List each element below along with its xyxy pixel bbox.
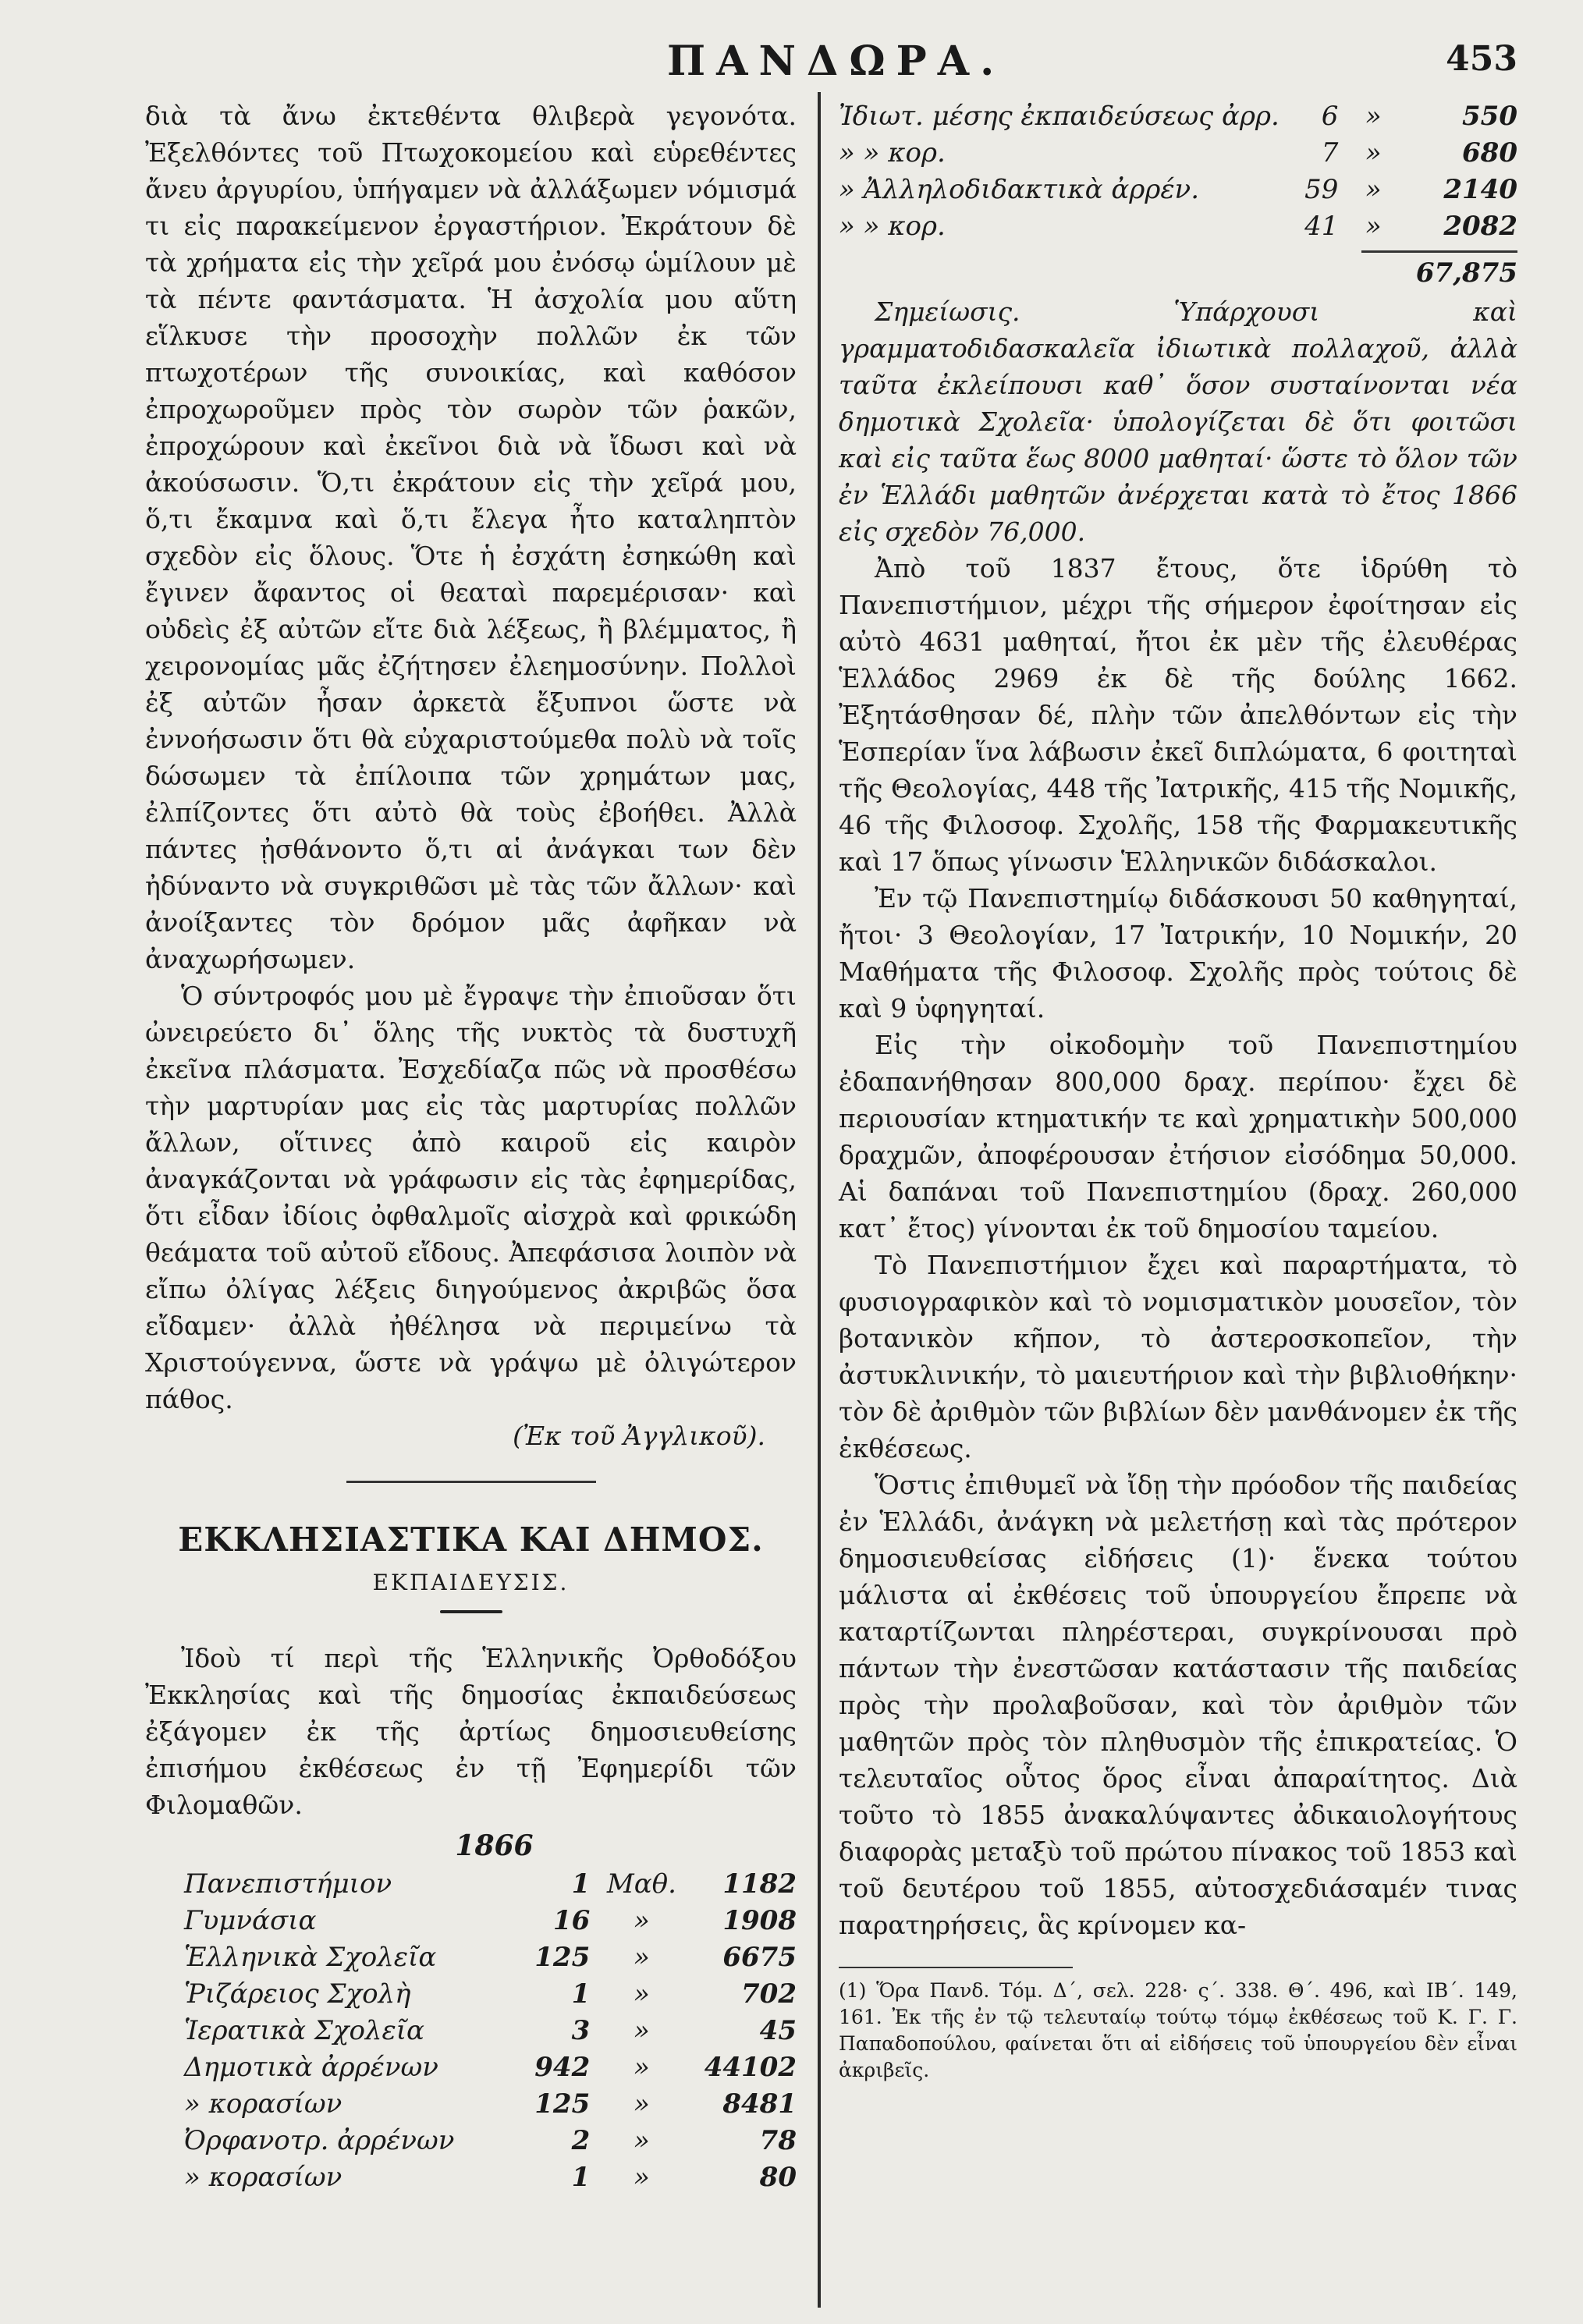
student-count: 6675 bbox=[722, 1941, 797, 1973]
student-count: 44102 bbox=[704, 2051, 797, 2083]
ornament-divider bbox=[145, 1603, 797, 1618]
table-row bbox=[839, 98, 1517, 134]
table-row bbox=[145, 1975, 797, 2012]
school-count: 125 bbox=[534, 1941, 591, 1973]
unit-label: » bbox=[1365, 100, 1382, 132]
table-row bbox=[145, 2085, 797, 2122]
school-type: » κορασίων bbox=[184, 2161, 343, 2193]
school-type: » » κορ. bbox=[839, 210, 946, 242]
school-count: 3 bbox=[571, 2014, 591, 2046]
school-type: Δημοτικὰ ἀρρένων bbox=[184, 2051, 438, 2083]
unit-label: » bbox=[1365, 137, 1382, 169]
section-divider bbox=[346, 1481, 596, 1483]
school-count: 6 bbox=[1321, 100, 1339, 132]
school-type: » Ἀλληλοδιδακτικὰ ἀρρέν. bbox=[839, 173, 1200, 205]
right-paragraph-1: Ἀπὸ τοῦ 1837 ἔτους, ὅτε ἱδρύθη τὸ Πανεπιστήμιον, μέχρι τῆς σήμερον ἐφοίτησαν εἰς αὐτὸ 4631 μαθηταί, ἤτοι ἐκ μὲν τῆς ἐλευθέρας Ἑλλάδος 2969 ἐκ δὲ τῆς δούλης 1662. Ἐξητάσθησαν δέ, πλὴν τῶν ἀπελθόντων εἰς τὴν Ἑσπερίαν ἵνα λάβωσιν ἐκεῖ διπλώματα, 6 φοιτηταὶ τῆς Θεολογίας, 448 τῆς Ἰατρικῆς, 415 τῆς Νομικῆς, 46 τῆς Φιλοσοφ. Σχολῆς, 158 τῆς Φαρμακευτικῆς καὶ 17 ὅπως γίνωσιν Ἑλληνικῶν διδάσκαλοι. bbox=[839, 553, 1517, 877]
student-count: 2082 bbox=[1443, 210, 1517, 242]
school-type: Ῥιζάρειος Σχολὴ bbox=[184, 1978, 411, 2010]
school-type: » κορασίων bbox=[184, 2088, 343, 2120]
table-row bbox=[839, 208, 1517, 244]
student-count: 78 bbox=[759, 2124, 797, 2156]
table-year: 1866 bbox=[455, 1829, 534, 1862]
student-count: 1908 bbox=[722, 1904, 797, 1936]
footnote-rule bbox=[839, 1967, 1073, 1968]
unit-label: » bbox=[634, 2051, 650, 2083]
right-paragraph-4: Τὸ Πανεπιστήμιον ἔχει καὶ παραρτήματα, τὸ φυσιογραφικὸν καὶ τὸ νομισματικὸν μουσεῖον, τὸν βοτανικὸν κῆπον, τὸ ἀστεροσκοπεῖον, τὴν ἀστυκλινικήν, τὸ μαιευτήριον καὶ τὴν βιβλιοθήκην· τὸν δὲ ἀριθμὸν τῶν βιβλίων δὲν μανθάνομεν ἐκ τῆς ἐκθέσεως. bbox=[839, 1250, 1517, 1464]
page-number: 453 bbox=[1446, 39, 1517, 79]
left-column bbox=[145, 98, 797, 2195]
table-row bbox=[145, 2122, 797, 2159]
school-count: 41 bbox=[1304, 210, 1339, 242]
table-row bbox=[145, 2012, 797, 2049]
school-count: 1 bbox=[571, 2161, 591, 2193]
unit-label: » bbox=[634, 2014, 650, 2046]
school-count: 7 bbox=[1321, 137, 1339, 169]
unit-label: » bbox=[634, 1904, 650, 1936]
schools-table bbox=[145, 1865, 797, 2195]
table-row bbox=[145, 1865, 797, 1902]
unit-label: Μαθ. bbox=[606, 1868, 676, 1900]
school-count: 16 bbox=[552, 1904, 591, 1936]
right-column bbox=[839, 98, 1517, 2084]
total-students: 67,875 bbox=[1415, 257, 1517, 289]
unit-label: » bbox=[634, 2161, 650, 2193]
unit-label: » bbox=[1365, 173, 1382, 205]
school-type: Ἱερατικὰ Σχολεῖα bbox=[184, 2014, 425, 2046]
schools-table-continued bbox=[839, 98, 1517, 244]
table-row bbox=[145, 2049, 797, 2085]
school-count: 942 bbox=[534, 2051, 591, 2083]
table-row bbox=[145, 1939, 797, 1975]
school-type: Ἰδιωτ. μέσης ἐκπαιδεύσεως ἀρρ. bbox=[839, 100, 1280, 132]
left-paragraph-1: διὰ τὰ ἄνω ἐκτεθέντα θλιβερὰ γεγονότα. Ἐξελθόντες τοῦ Πτωχοκομείου καὶ εὑρεθέντες ἄνευ ἀργυρίου, ὑπήγαμεν νὰ ἀλλάξωμεν νόμισμά τι εἰς παρακείμενον ἐργαστήριον. Ἐκράτουν δὲ τὰ χρήματα εἰς τὴν χεῖρά μου ἐνόσῳ ὡμίλουν μὲ τὰ πέντε φαντάσματα. Ἡ ἀσχολία μου αὕτη εἵλκυσε τὴν προσοχὴν πολλῶν ἐκ τῶν πτωχοτέρων τῆς συνοικίας, καὶ καθόσον ἐπροχωροῦμεν πρὸς τὸν σωρὸν τῶν ῥακῶν, ἐπροχώρουν καὶ ἐκεῖνοι διὰ νὰ ἴδωσι καὶ νὰ ἀκούσωσιν. Ὅ,τι ἐκράτουν εἰς τὴν χεῖρά μου, ὅ,τι ἔκαμνα καὶ ὅ,τι ἔλεγα ἦτο καταληπτὸν σχεδὸν εἰς ὅλους. Ὅτε ἡ ἐσχάτη ἐσηκώθη καὶ ἔγινεν ἄφαντος οἱ θεαταὶ παρεμέρισαν· καὶ οὐδεὶς ἐξ αὐτῶν εἴτε διὰ λέξεως, ἢ βλέμματος, ἢ χειρονομίας μᾶς ἐζήτησεν ἐλεημοσύνην. Πολλοὶ ἐξ αὐτῶν ἦσαν ἀρκετὰ ἔξυπνοι ὥστε νὰ ἐννοήσωσιν ὅτι θὰ εὐχαριστούμεθα πολὺ νὰ τοῖς δώσωμεν τὰ ἐπίλοιπα τῶν χρημάτων μας, ἐλπίζοντες ὅτι αὐτὸ θὰ τοὺς ἐβοήθει. Ἀλλὰ πάντες ᾐσθάνοντο ὅ,τι αἱ ἀνάγκαι των δὲν ἠδύναντο νὰ συγκριθῶσι μὲ τὰς τῶν ἄλλων· καὶ ἀνοίξαντες τὸν δρόμον μᾶς ἀφῆκαν νὰ ἀναχωρήσωμεν. bbox=[145, 101, 797, 974]
unit-label: » bbox=[634, 2124, 650, 2156]
right-paragraph-2: Ἐν τῷ Πανεπιστημίῳ διδάσκουσι 50 καθηγηταί, ἤτοι· 3 Θεολογίαν, 17 Ἰατρικήν, 10 Νομικήν, 20 Μαθήματα τῆς Φιλοσοφ. Σχολῆς πρὸς τούτοις δὲ καὶ 9 ὑφηγηταί. bbox=[839, 883, 1517, 1024]
left-paragraph-2: Ὁ σύντροφός μου μὲ ἔγραψε τὴν ἐπιοῦσαν ὅτι ὠνειρεύετο δι᾽ ὅλης τῆς νυκτὸς τὰ δυστυχῆ ἐκεῖνα πλάσματα. Ἐσχεδίαζα πῶς νὰ προσθέσω τὴν μαρτυρίαν μας εἰς τὰς μαρτυρίας πολλῶν ἄλλων, οἵτινες ἀπὸ καιροῦ εἰς καιρὸν ἀναγκάζονται νὰ γράφωσιν εἰς τὰς ἐφημερίδας, ὅτι εἶδαν ἰδίοις ὀφθαλμοῖς αἰσχρὰ καὶ φρικώδη θεάματα τοῦ αὐτοῦ εἴδους. Ἀπεφάσισα λοιπὸν νὰ εἴπω ὀλίγας λέξεις διηγούμενος ἀκριβῶς ὅσα εἴδαμεν· ἀλλὰ ἠθέλησα νὰ περιμείνω τὰ Χριστούγεννα, ὥστε νὰ γράψω μὲ ὀλιγώτερον πάθος. bbox=[145, 981, 797, 1414]
student-count: 1182 bbox=[722, 1868, 797, 1900]
school-type: Γυμνάσια bbox=[184, 1904, 317, 1936]
student-count: 550 bbox=[1462, 100, 1517, 132]
student-count: 702 bbox=[741, 1978, 797, 2010]
school-type: » » κορ. bbox=[839, 137, 946, 169]
school-type: Ἑλληνικὰ Σχολεῖα bbox=[184, 1941, 437, 1973]
section-title: ΕΚΚΛΗΣΙΑΣΤΙΚΑ ΚΑΙ ΔΗΜΟΣ. bbox=[178, 1520, 764, 1559]
table-row bbox=[839, 171, 1517, 208]
unit-label: » bbox=[634, 2088, 650, 2120]
footnote: (1) Ὅρα Πανδ. Τόμ. Δ΄, σελ. 228· ς΄. 338. Θ΄. 496, καὶ ΙΒ΄. 149, 161. Ἐκ τῆς ἐν τῷ τελευταίῳ τούτῳ τόμῳ ἐκθέσεως τοῦ Κ. Γ. Γ. Παπαδοπούλου, φαίνεται ὅτι αἱ εἰδήσεις τοῦ ὑπουργείου δὲν εἶναι ἀκριβεῖς. bbox=[839, 1979, 1517, 2081]
page-header-title: ΠΑΝΔΩΡΑ. bbox=[667, 37, 1006, 85]
table-row bbox=[145, 1902, 797, 1939]
school-type: Ὀρφανοτρ. ἀρρένων bbox=[184, 2124, 455, 2156]
student-count: 8481 bbox=[722, 2088, 797, 2120]
table-row bbox=[839, 134, 1517, 171]
student-count: 2140 bbox=[1443, 173, 1517, 205]
intro-paragraph: Ἰδοὺ τί περὶ τῆς Ἑλληνικῆς Ὀρθοδόξου Ἐκκλησίας καὶ τῆς δημοσίας ἐκπαιδεύσεως ἐξάγομεν ἐκ τῆς ἀρτίως δημοσιευθείσης ἐπισήμου ἐκθέσεως ἐν τῇ Ἐφημερίδι τῶν Φιλομαθῶν. bbox=[145, 1643, 797, 1820]
school-count: 1 bbox=[571, 1868, 591, 1900]
student-count: 45 bbox=[759, 2014, 797, 2046]
school-count: 2 bbox=[571, 2124, 591, 2156]
total-rule bbox=[1361, 250, 1517, 253]
attribution: (Ἐκ τοῦ Ἀγγλικοῦ). bbox=[513, 1421, 765, 1451]
right-paragraph-5: Ὅστις ἐπιθυμεῖ νὰ ἴδῃ τὴν πρόοδον τῆς παιδείας ἐν Ἑλλάδι, ἀνάγκη νὰ μελετήσῃ καὶ τὰς πρότερον δημοσιευθείσας εἰδήσεις (1)· ἕνεκα τούτου μάλιστα αἱ ἐκθέσεις τοῦ ὑπουργείου ἔπρεπε νὰ καταρτίζωνται πληρέστεραι, συγκρίνουσαι πρὸ πάντων τὴν ἐνεστῶσαν κατάστασιν τῆς παιδείας πρὸς τὴν προλαβοῦσαν, καὶ τὸν ἀριθμὸν τῶν μαθητῶν πρὸς τὸν πληθυσμὸν τῆς ἐπικρατείας. Ὁ τελευταῖος οὗτος ὅρος εἶναι ἀπαραίτητος. Διὰ τοῦτο τὸ 1855 ἀνακαλύψαντες ἀδικαιολογήτους διαφορὰς μεταξὺ τοῦ πρώτου πίνακος τοῦ 1853 καὶ τοῦ δευτέρου τοῦ 1855, αὐτοσχεδιάσαμέν τινας παρατηρήσεις, ἃς κρίνομεν κα- bbox=[839, 1470, 1517, 1940]
note-paragraph: Σημείωσις. Ὑπάρχουσι καὶ γραμματοδιδασκαλεῖα ἰδιωτικὰ πολλαχοῦ, ἀλλὰ ταῦτα ἐκλείπουσι καθ᾽ ὅσον συσταίνονται νέα δημοτικὰ Σχολεῖα· ὑπολογίζεται δὲ ὅτι φοιτῶσι καὶ εἰς ταῦτα ἕως 8000 μαθηταί· ὥστε τὸ ὅλον τῶν ἐν Ἑλλάδι μαθητῶν ἀνέρχεται κατὰ τὸ ἔτος 1866 εἰς σχεδὸν 76,000. bbox=[839, 296, 1517, 547]
school-count: 59 bbox=[1304, 173, 1339, 205]
student-count: 680 bbox=[1462, 137, 1517, 169]
unit-label: » bbox=[634, 1978, 650, 2010]
column-divider bbox=[818, 92, 821, 2308]
table-row bbox=[145, 2159, 797, 2195]
school-count: 125 bbox=[534, 2088, 591, 2120]
school-count: 1 bbox=[571, 1978, 591, 2010]
unit-label: » bbox=[634, 1941, 650, 1973]
student-count: 80 bbox=[759, 2161, 797, 2193]
section-subtitle: ΕΚΠΑΙΔΕΥΣΙΣ. bbox=[372, 1570, 570, 1595]
right-paragraph-3: Εἰς τὴν οἰκοδομὴν τοῦ Πανεπιστημίου ἐδαπανήθησαν 800,000 δραχ. περίπου· ἔχει δὲ περιουσίαν κτηματικήν τε καὶ χρηματικὴν 500,000 δραχμῶν, ἀποφέρουσαν ἐτήσιον εἰσόδημα 50,000. Αἱ δαπάναι τοῦ Πανεπιστημίου (δραχ. 260,000 κατ᾽ ἔτος) γίνονται ἐκ τοῦ δημοσίου ταμείου. bbox=[839, 1030, 1517, 1244]
unit-label: » bbox=[1365, 210, 1382, 242]
school-type: Πανεπιστήμιον bbox=[184, 1868, 392, 1900]
